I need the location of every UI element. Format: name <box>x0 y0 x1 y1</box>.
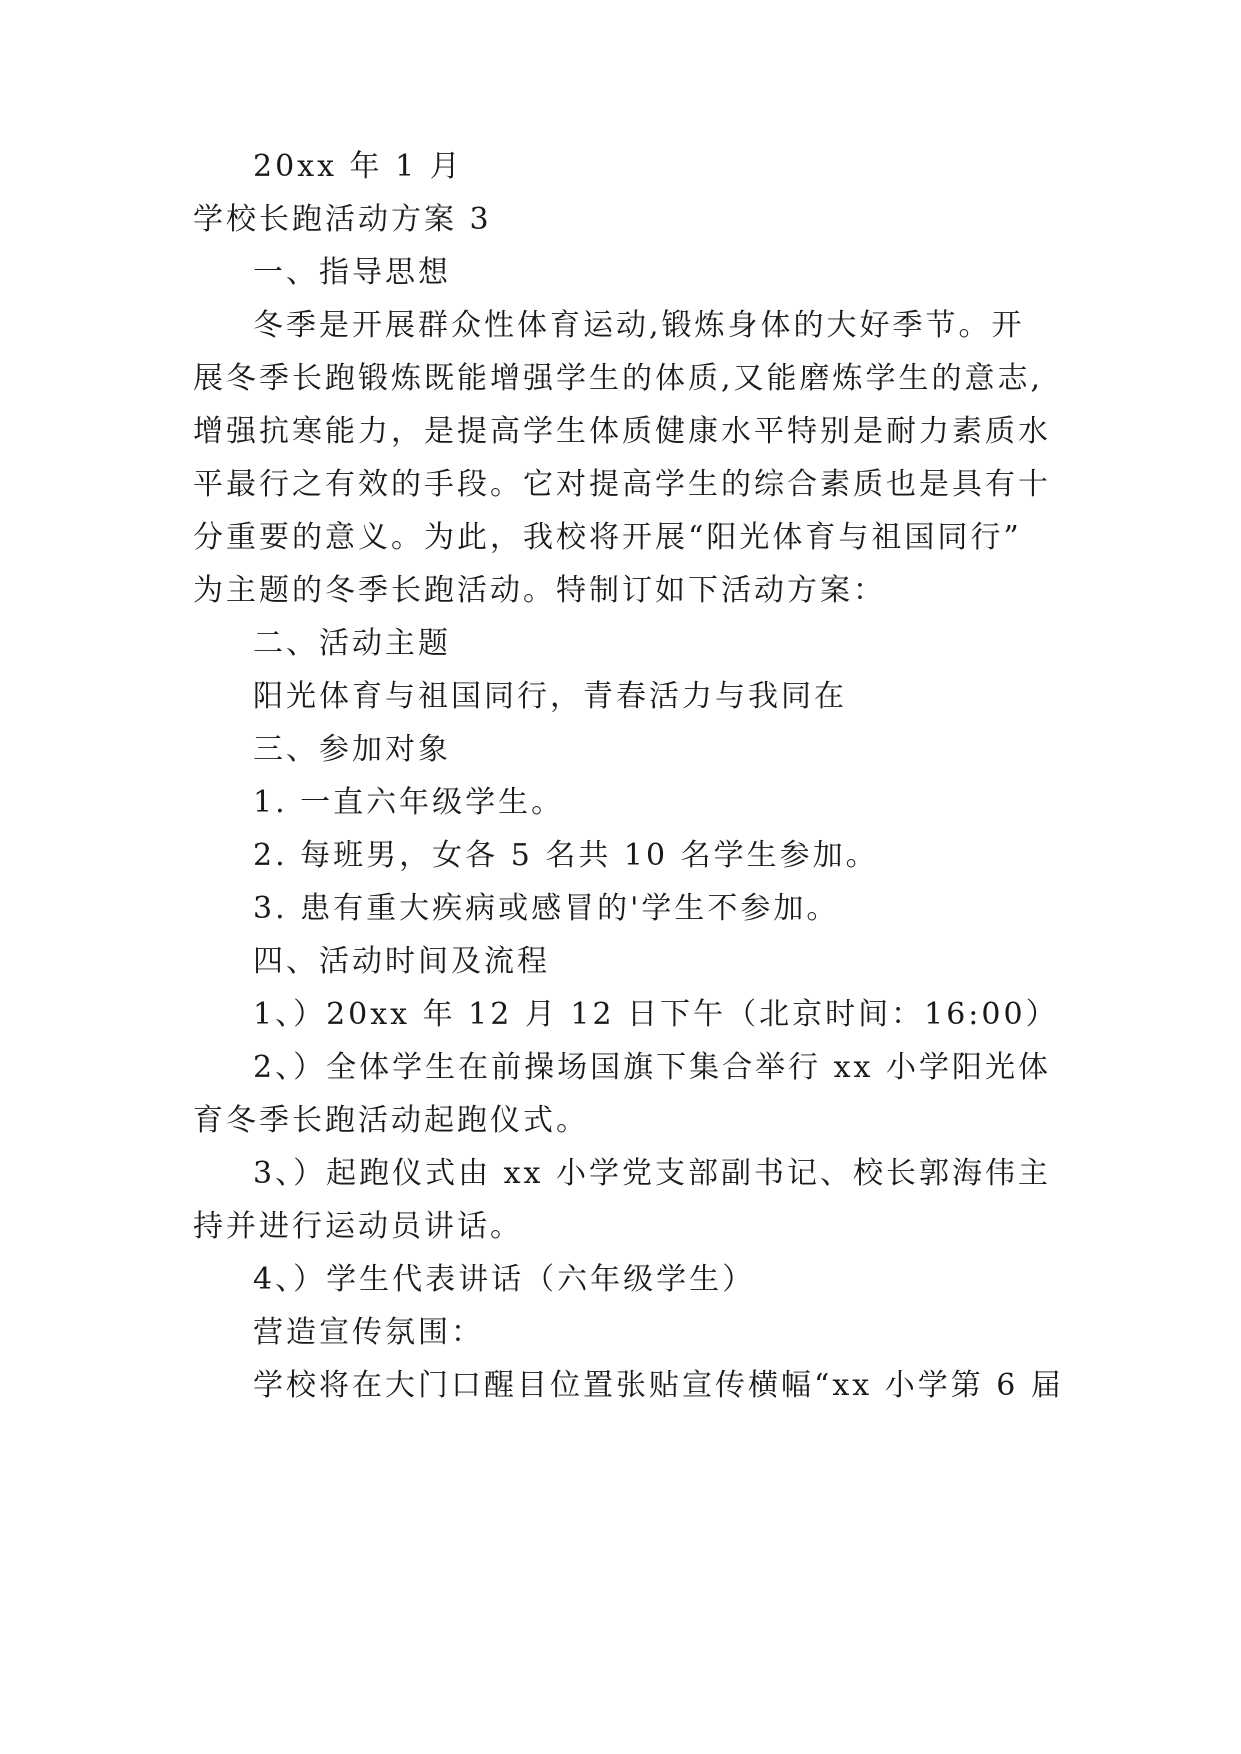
paragraph-line: 为主题的冬季长跑活动。特制订如下活动方案： <box>193 573 886 608</box>
section-heading-2: 二、活动主题 <box>253 626 451 661</box>
paragraph-line: 学校将在大门口醒目位置张贴宣传横幅“xx 小学第 6 届 <box>253 1368 1064 1403</box>
list-item: 1. 一直六年级学生。 <box>253 785 565 820</box>
doc-title: 学校长跑活动方案 3 <box>193 202 492 237</box>
step-item-continuation: 持并进行运动员讲话。 <box>193 1209 523 1244</box>
step-item-continuation: 育冬季长跑活动起跑仪式。 <box>193 1103 589 1138</box>
step-item: 1、）20xx 年 12 月 12 日下午（北京时间：16:00） <box>253 997 1059 1032</box>
theme-line: 阳光体育与祖国同行，青春活力与我同在 <box>253 679 847 714</box>
date-line: 20xx 年 1 月 <box>253 149 463 184</box>
step-item: 4、）学生代表讲话（六年级学生） <box>253 1262 756 1297</box>
section-heading-1: 一、指导思想 <box>253 255 451 290</box>
paragraph-line: 平最行之有效的手段。它对提高学生的综合素质也是具有十 <box>193 467 1051 502</box>
list-item: 2. 每班男，女各 5 名共 10 名学生参加。 <box>253 838 879 873</box>
paragraph-line: 展冬季长跑锻炼既能增强学生的体质,又能磨炼学生的意志, <box>193 361 1044 396</box>
subheading: 营造宣传氛围： <box>253 1315 484 1350</box>
paragraph-line: 冬季是开展群众性体育运动,锻炼身体的大好季节。开 <box>253 308 1025 343</box>
section-heading-3: 三、参加对象 <box>253 732 451 767</box>
list-item: 3. 患有重大疾病或感冒的'学生不参加。 <box>253 891 840 926</box>
section-heading-4: 四、活动时间及流程 <box>253 944 550 979</box>
step-item: 3、）起跑仪式由 xx 小学党支部副书记、校长郭海伟主 <box>253 1156 1051 1191</box>
paragraph-line: 分重要的意义。为此，我校将开展“阳光体育与祖国同行” <box>193 520 1022 555</box>
step-item: 2、）全体学生在前操场国旗下集合举行 xx 小学阳光体 <box>253 1050 1051 1085</box>
paragraph-line: 增强抗寒能力，是提高学生体质健康水平特别是耐力素质水 <box>193 414 1051 449</box>
